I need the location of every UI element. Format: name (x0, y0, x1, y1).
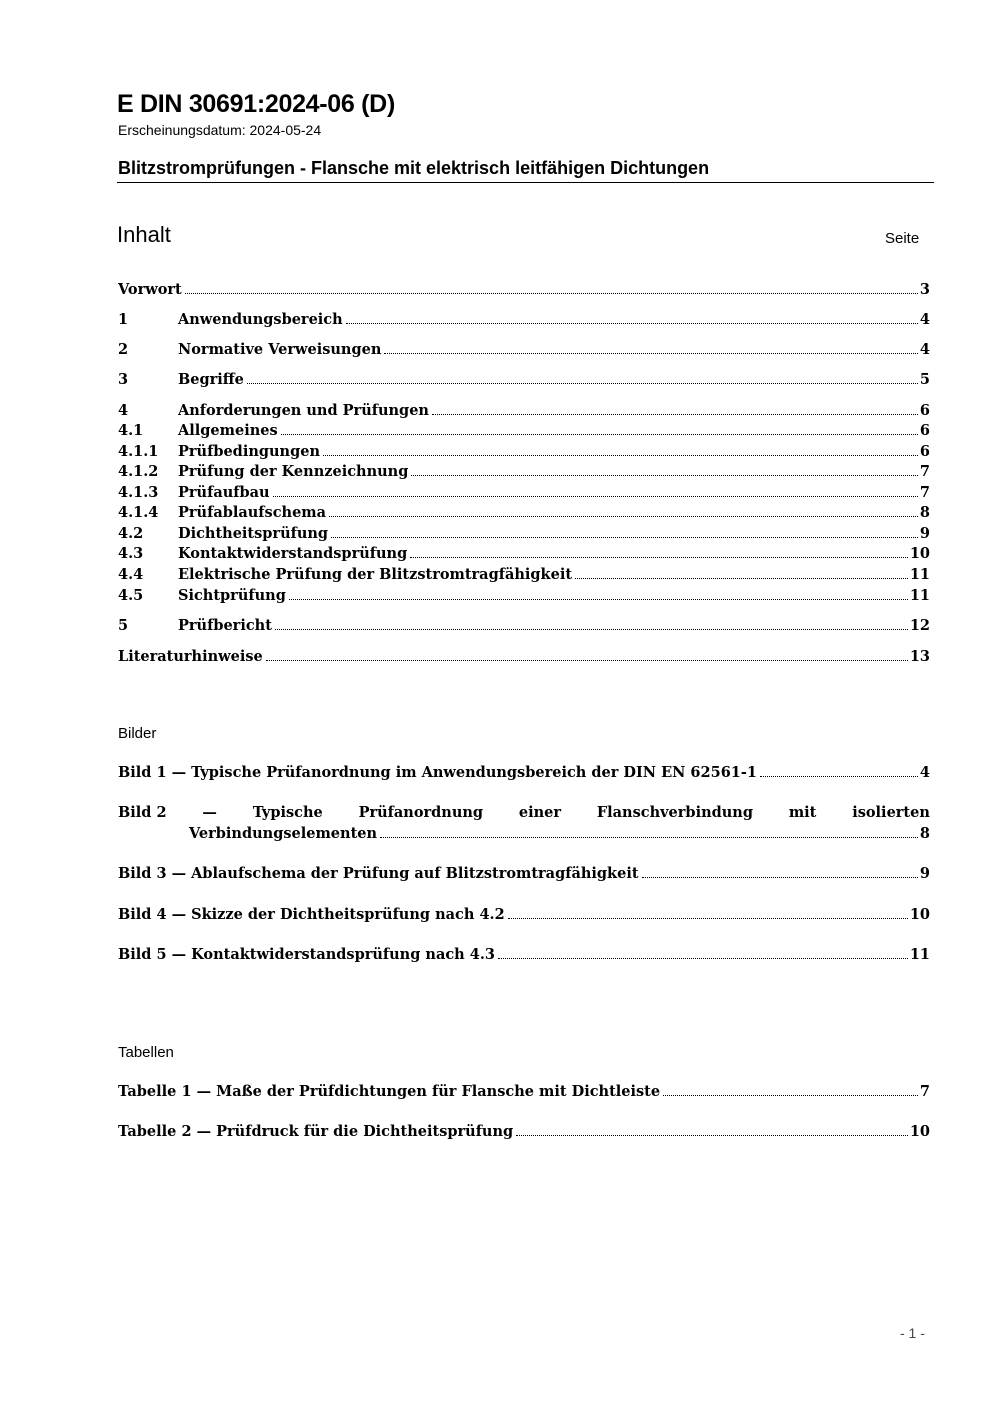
figure-entry-5[interactable] (118, 945, 930, 965)
toc-leader-dots (575, 577, 908, 579)
toc-entry-page: 11 (909, 587, 930, 604)
toc-leader-dots (275, 628, 908, 630)
figure-entry-page: 11 (909, 946, 930, 963)
toc-entry-title: Vorwort (118, 281, 182, 298)
toc-entry-page: 11 (909, 566, 930, 583)
table-entry-2[interactable] (118, 1122, 930, 1142)
toc-entry-literaturhinweise[interactable] (118, 647, 930, 667)
document-subtitle: Blitzstromprüfungen - Flansche mit elektrisch leitfähigen Dichtungen (118, 158, 710, 178)
toc-entry-4-3[interactable] (118, 544, 930, 564)
toc-entry-number: 4.4 (118, 566, 144, 583)
figure-entry-word: Typische (252, 804, 323, 821)
toc-leader-dots (384, 352, 918, 354)
toc-leader-dots (289, 598, 908, 600)
toc-leader-dots (329, 515, 918, 517)
toc-entry-title: Prüfung der Kennzeichnung (178, 463, 409, 480)
toc-entry-page: 13 (909, 648, 930, 665)
toc-entry-number: 5 (118, 617, 129, 634)
figure-entry-2-line-2[interactable] (189, 824, 930, 844)
figure-entry-2-line-1[interactable] (118, 803, 930, 823)
figure-entry-4[interactable] (118, 905, 930, 925)
toc-entry-title: Prüfaufbau (178, 484, 270, 501)
toc-entry-title: Kontaktwiderstandsprüfung (178, 545, 408, 562)
toc-entry-page: 6 (919, 422, 930, 439)
toc-entry-number: 4.1.4 (118, 504, 159, 521)
toc-entry-vorwort[interactable] (118, 280, 930, 300)
page-column-label: Seite (885, 230, 920, 247)
toc-entry-title: Elektrische Prüfung der Blitzstromtragfähigkeit (178, 566, 573, 583)
toc-entry-title: Begriffe (178, 371, 244, 388)
toc-entry-page: 6 (919, 402, 930, 419)
toc-leader-dots (247, 382, 918, 384)
toc-leader-dots (432, 413, 918, 415)
toc-entry-title: Anwendungsbereich (178, 311, 343, 328)
toc-entry-title: Prüfablaufschema (178, 504, 327, 521)
tables-heading: Tabellen (118, 1044, 174, 1061)
figure-entry-title: Bild 4 — Skizze der Dichtheitsprüfung nach 4.2 (118, 906, 505, 923)
toc-entry-number: 1 (118, 311, 129, 328)
toc-entry-2[interactable] (118, 340, 930, 360)
toc-entry-title: Allgemeines (178, 422, 278, 439)
toc-leader-dots (516, 1134, 908, 1136)
toc-entry-4-1[interactable] (118, 421, 930, 441)
toc-leader-dots (508, 917, 908, 919)
figure-entry-page: 9 (919, 865, 930, 882)
toc-entry-page: 4 (919, 341, 930, 358)
toc-entry-4-1-3[interactable] (118, 483, 930, 503)
toc-entry-title: Normative Verweisungen (178, 341, 382, 358)
toc-leader-dots (642, 876, 918, 878)
toc-entry-4[interactable] (118, 401, 930, 421)
document-title: E DIN 30691:2024-06 (D) (117, 90, 395, 118)
toc-entry-page: 10 (909, 545, 930, 562)
toc-entry-number: 4.2 (118, 525, 144, 542)
page-number: - 1 - (900, 1325, 925, 1341)
toc-entry-4-5[interactable] (118, 586, 930, 606)
toc-entry-page: 5 (919, 371, 930, 388)
toc-entry-title: Dichtheitsprüfung (178, 525, 329, 542)
toc-leader-dots (411, 474, 918, 476)
table-entry-title: Tabelle 2 — Prüfdruck für die Dichtheitsprüfung (118, 1123, 514, 1140)
toc-leader-dots (331, 536, 918, 538)
figure-entry-title: Bild 5 — Kontaktwiderstandsprüfung nach 4.3 (118, 946, 495, 963)
toc-entry-title: Anforderungen und Prüfungen (178, 402, 429, 419)
toc-leader-dots (663, 1094, 918, 1096)
toc-leader-dots (346, 322, 918, 324)
toc-entry-4-1-2[interactable] (118, 462, 930, 482)
toc-entry-number: 4.5 (118, 587, 144, 604)
figure-entry-word: mit (788, 804, 817, 821)
toc-leader-dots (273, 495, 918, 497)
figure-entry-word: — (202, 804, 217, 821)
toc-entry-title: Sichtprüfung (178, 587, 286, 604)
toc-entry-number: 4.1 (118, 422, 144, 439)
subtitle-underline (117, 182, 934, 183)
figure-entry-word: isolierten (852, 804, 930, 821)
toc-leader-dots (323, 454, 918, 456)
toc-leader-dots (266, 659, 908, 661)
toc-entry-4-1-4[interactable] (118, 503, 930, 523)
toc-entry-page: 7 (919, 484, 930, 501)
table-entry-title: Tabelle 1 — Maße der Prüfdichtungen für Flansche mit Dichtleiste (118, 1083, 661, 1100)
toc-leader-dots (281, 433, 918, 435)
toc-entry-page: 8 (919, 504, 930, 521)
figure-entry-title: Bild 1 — Typische Prüfanordnung im Anwendungsbereich der DIN EN 62561-1 (118, 764, 757, 781)
figure-entry-3[interactable] (118, 864, 930, 884)
toc-entry-page: 4 (919, 311, 930, 328)
figure-entry-word: Bild 2 (118, 804, 167, 821)
figure-entry-word: Flanschverbindung (596, 804, 753, 821)
figure-entry-word: einer (518, 804, 562, 821)
publication-date: Erscheinungsdatum: 2024-05-24 (118, 122, 322, 138)
figure-entry-title-continuation: Verbindungselementen (189, 825, 378, 842)
toc-leader-dots (498, 957, 908, 959)
toc-entry-number: 3 (118, 371, 129, 388)
toc-entry-page: 9 (919, 525, 930, 542)
figure-entry-title: Bild 3 — Ablaufschema der Prüfung auf Blitzstromtragfähigkeit (118, 865, 639, 882)
toc-heading: Inhalt (117, 222, 171, 247)
toc-entry-3[interactable] (118, 370, 930, 390)
toc-entry-page: 6 (919, 443, 930, 460)
toc-leader-dots (380, 836, 918, 838)
table-entry-1[interactable] (118, 1082, 930, 1102)
figure-entry-page: 10 (909, 906, 930, 923)
toc-entry-1[interactable] (118, 310, 930, 330)
toc-entry-number: 4.3 (118, 545, 144, 562)
toc-entry-title: Literaturhinweise (118, 648, 263, 665)
toc-entry-number: 4.1.2 (118, 463, 159, 480)
toc-entry-page: 12 (909, 617, 930, 634)
table-entry-page: 7 (919, 1083, 930, 1100)
figure-entry-1[interactable] (118, 763, 930, 783)
toc-leader-dots (410, 556, 908, 558)
toc-entry-page: 7 (919, 463, 930, 480)
toc-entry-page: 3 (919, 281, 930, 298)
figures-heading: Bilder (118, 725, 157, 742)
toc-entry-number: 4.1.3 (118, 484, 159, 501)
toc-entry-title: Prüfbericht (178, 617, 272, 634)
toc-entry-4-2[interactable] (118, 524, 930, 544)
figure-entry-word: Prüfanordnung (358, 804, 484, 821)
toc-entry-5[interactable] (118, 616, 930, 636)
toc-leader-dots (760, 775, 918, 777)
toc-entry-4-1-1[interactable] (118, 442, 930, 462)
toc-entry-number: 4.1.1 (118, 443, 159, 460)
figure-entry-page: 4 (919, 764, 930, 781)
toc-entry-number: 2 (118, 341, 129, 358)
figure-entry-page: 8 (919, 825, 930, 842)
toc-entry-number: 4 (118, 402, 129, 419)
toc-entry-4-4[interactable] (118, 565, 930, 585)
toc-entry-title: Prüfbedingungen (178, 443, 321, 460)
table-entry-page: 10 (909, 1123, 930, 1140)
toc-leader-dots (185, 292, 918, 294)
